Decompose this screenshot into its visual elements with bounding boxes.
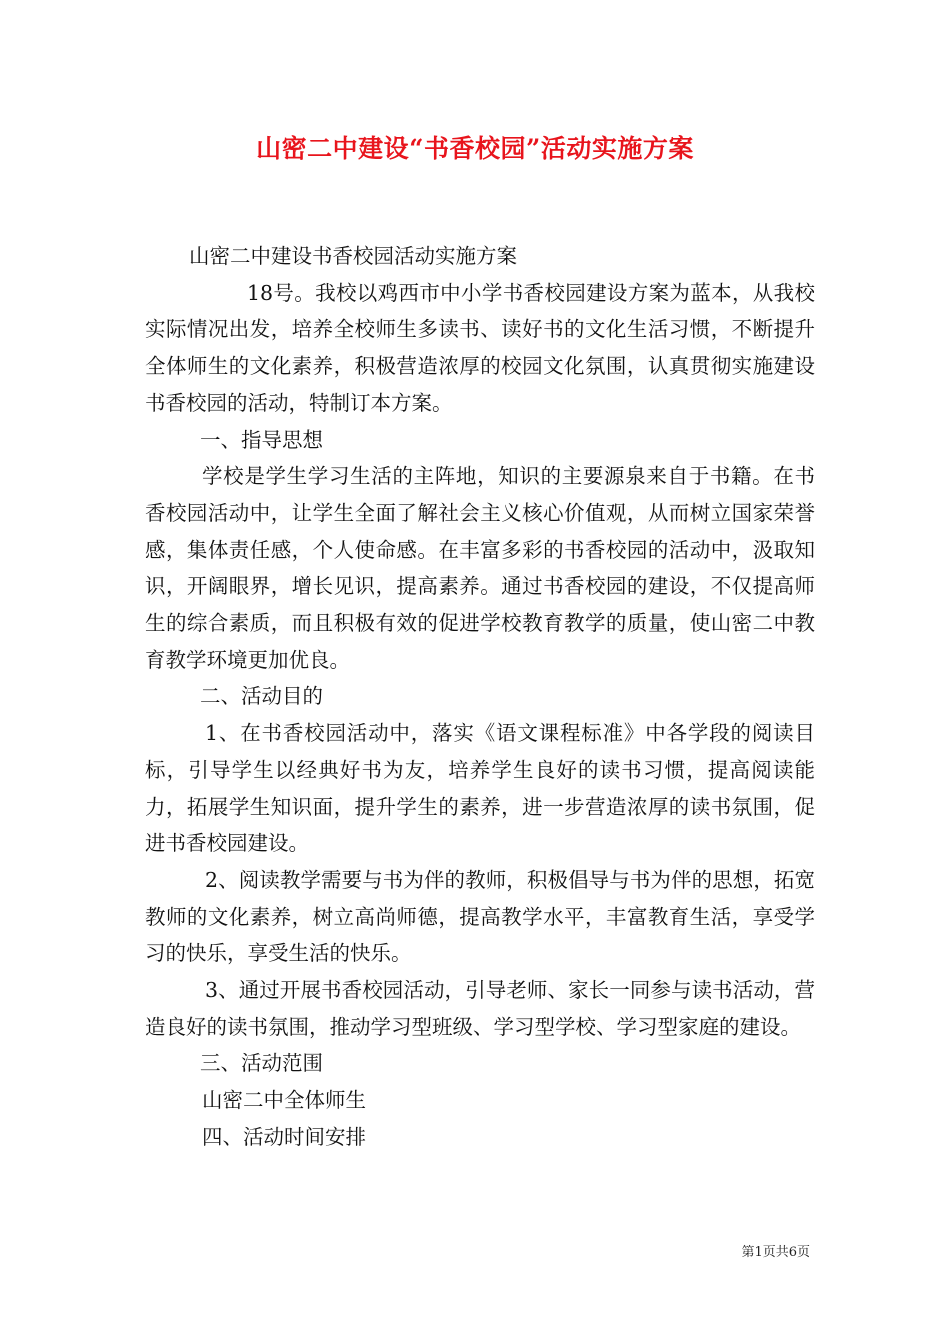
page-number: 第1页共6页: [741, 1245, 810, 1260]
document-body: [145, 238, 815, 1156]
section-heading-activity-scope: 三、活动范围: [200, 1051, 323, 1076]
intro-paragraph: 18号。我校以鸡西市中小学书香校园建设方案为蓝本，从我校实际情况出发，培养全校师生多读书、读好书的文化生活习惯，不断提升全体师生的文化素养，积极营造浓厚的校园文化氛围，认真贯彻实施建设书香校园的活动，特制订本方案。: [145, 280, 815, 415]
section-heading-activity-schedule: 四、活动时间安排: [202, 1124, 366, 1149]
purpose-item-3: 3、通过开展书香校园活动，引导老师、家长一同参与读书活动，营造良好的读书氛围，推动学习型班级、学习型学校、学习型家庭的建设。: [145, 978, 815, 1039]
purpose-item-1: 1、在书香校园活动中，落实《语文课程标准》中各学段的阅读目标，引导学生以经典好书为友，培养学生良好的读书习惯，提高阅读能力，拓展学生知识面，提升学生的素养，进一步营造浓厚的读书氛围，促进书香校园建设。: [145, 721, 815, 856]
document-title: 山密二中建设“书香校园”活动实施方案: [256, 134, 694, 163]
section-heading-activity-purpose: 二、活动目的: [200, 684, 323, 709]
section-heading-guiding-ideology: 一、指导思想: [200, 427, 323, 452]
activity-scope-paragraph: 山密二中全体师生: [202, 1088, 366, 1113]
purpose-item-2: 2、阅读教学需要与书为伴的教师，积极倡导与书为伴的思想，拓宽教师的文化素养，树立高尚师德，提高教学水平，丰富教育生活，享受学习的快乐，享受生活的快乐。: [145, 867, 815, 966]
subtitle-paragraph: 山密二中建设书香校园活动实施方案: [189, 244, 517, 268]
guiding-ideology-paragraph: 学校是学生学习生活的主阵地，知识的主要源泉来自于书籍。在书香校园活动中，让学生全面了解社会主义核心价值观，从而树立国家荣誉感，集体责任感，个人使命感。在丰富多彩的书香校园的活动中，汲取知识，开阔眼界，增长见识，提高素养。通过书香校园的建设，不仅提高师生的综合素质，而且积极有效的促进学校教育教学的质量，使山密二中教育教学环境更加优良。: [145, 464, 815, 672]
